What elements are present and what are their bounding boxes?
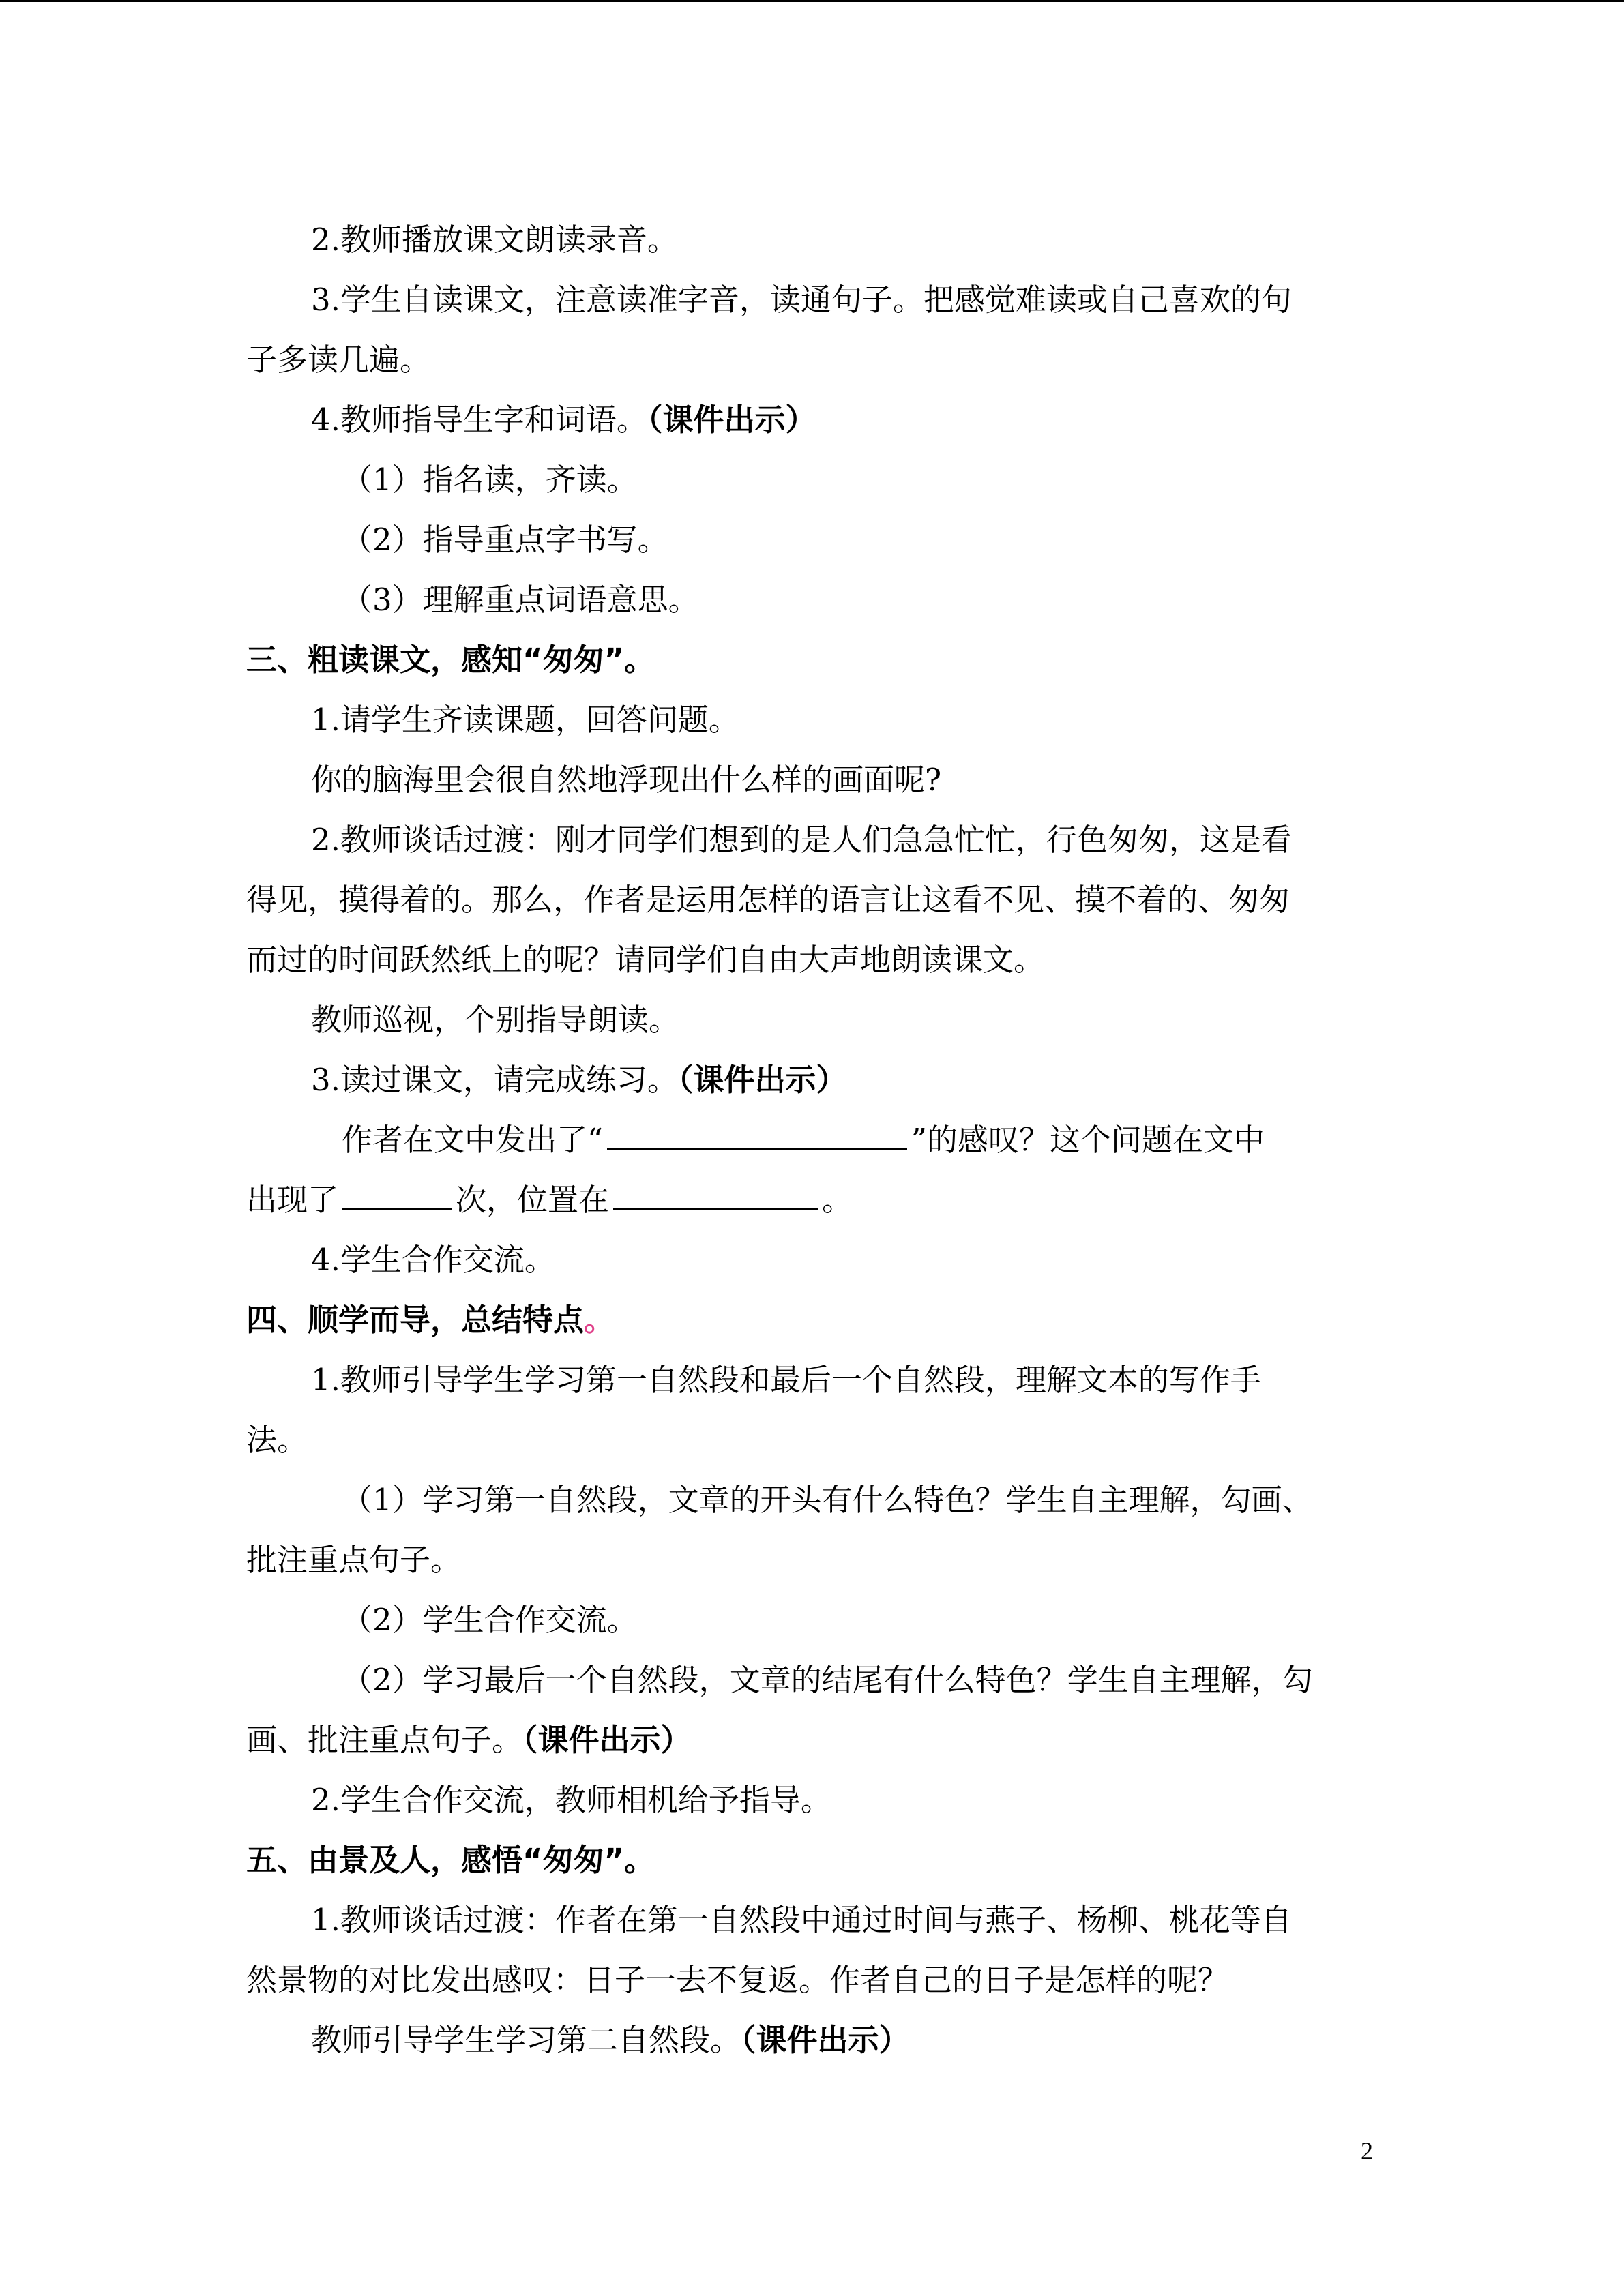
paragraph-line: 1.请学生齐读课题，回答问题。	[311, 702, 739, 738]
paragraph-line: 2.教师谈话过渡：刚才同学们想到的是人们急急忙忙，行色匆匆，这是看	[311, 822, 1292, 858]
courseware-note: （课件出示）	[741, 2022, 910, 2058]
document-body	[246, 210, 1365, 2070]
courseware-note: （课件出示）	[522, 1722, 692, 1758]
paragraph-line: 批注重点句子。	[246, 1542, 462, 1578]
paragraph-line: 子多读几遍。	[246, 342, 431, 378]
fill-in-blank	[613, 1178, 818, 1210]
paragraph-line: 教师巡视，个别指导朗读。	[311, 1002, 680, 1038]
paragraph-line: （1）学习第一自然段，文章的开头有什么特色？学生自主理解，勾画、	[342, 1482, 1313, 1518]
courseware-note: （课件出示）	[677, 1062, 847, 1098]
section-heading: 五、由景及人，感悟“匆匆”。	[246, 1842, 655, 1878]
paragraph-line: （2）学习最后一个自然段，文章的结尾有什么特色？学生自主理解，勾	[342, 1662, 1313, 1698]
fill-in-blank	[607, 1118, 907, 1150]
paragraph-line: （3）理解重点词语意思。	[342, 582, 699, 618]
paragraph-line: 得见，摸得着的。那么，作者是运用怎样的语言让这看不见、摸不着的、匆匆	[246, 882, 1290, 918]
exercise-line: 作者在文中发出了“ ”的感叹？这个问题在文中	[246, 1110, 1365, 1170]
fill-in-blank	[342, 1178, 452, 1210]
paragraph-line: 然景物的对比发出感叹：日子一去不复返。作者自己的日子是怎样的呢？	[246, 1962, 1229, 1998]
exercise-line: 出现了 次，位置在 。	[246, 1170, 1365, 1230]
paragraph-line: 1.教师谈话过渡：作者在第一自然段中通过时间与燕子、杨柳、桃花等自	[311, 1902, 1292, 1938]
page-number: 2	[1361, 2137, 1373, 2164]
paragraph-line: 1.教师引导学生学习第一自然段和最后一个自然段，理解文本的写作手	[311, 1362, 1261, 1398]
paragraph-line: 3.读过课文，请完成练习。（课件出示）	[311, 1062, 847, 1098]
paragraph-line: 法。	[246, 1422, 308, 1458]
paragraph-line: 4.学生合作交流。	[311, 1242, 555, 1278]
paragraph-line: 你的脑海里会很自然地浮现出什么样的画面呢?	[311, 762, 942, 798]
paragraph-line: 3.学生自读课文，注意读准字音，读通句子。把感觉难读或自己喜欢的句	[311, 282, 1292, 318]
paragraph-line: 而过的时间跃然纸上的呢？请同学们自由大声地朗读课文。	[246, 942, 1045, 978]
courseware-note: （课件出示）	[647, 402, 816, 438]
paragraph-line: （2）指导重点字书写。	[342, 522, 668, 558]
section-heading: 三、粗读课文，感知“匆匆”。	[246, 642, 655, 678]
paragraph-line: 2.教师播放课文朗读录音。	[311, 222, 678, 258]
paragraph-line: 2.学生合作交流，教师相机给予指导。	[311, 1782, 831, 1818]
section-heading: 四、顺学而导，总结特点。	[246, 1302, 615, 1338]
paragraph-line: （2）学生合作交流。	[342, 1602, 638, 1638]
paragraph-line: 4.教师指导生字和词语。（课件出示）	[311, 402, 816, 438]
paragraph-line: 画、批注重点句子。（课件出示）	[246, 1722, 692, 1758]
paragraph-line: 教师引导学生学习第二自然段。（课件出示）	[311, 2022, 910, 2058]
paragraph-line: （1）指名读，齐读。	[342, 462, 638, 498]
